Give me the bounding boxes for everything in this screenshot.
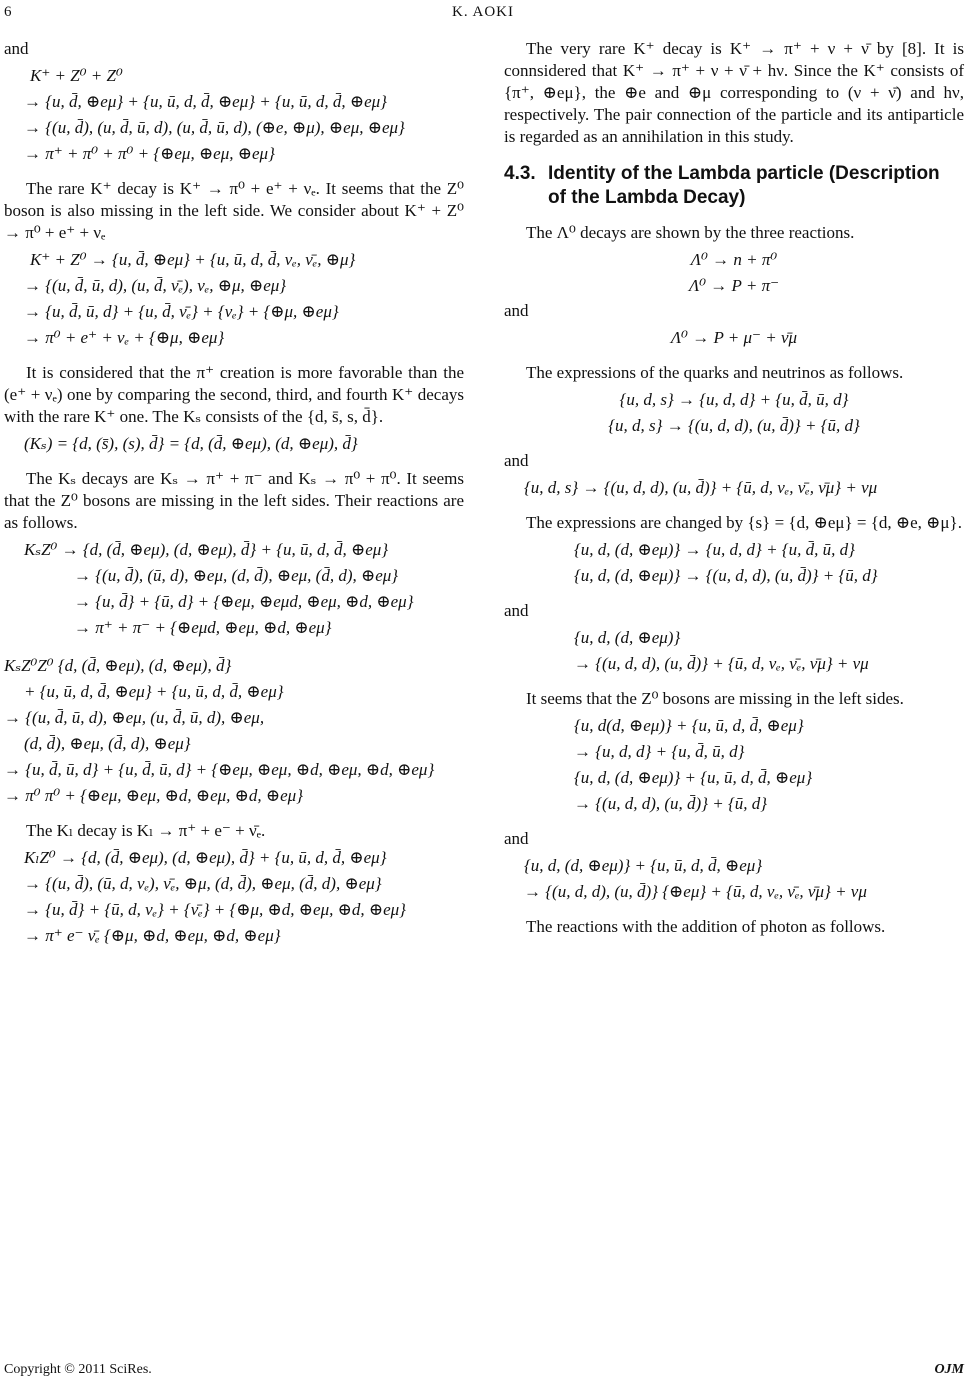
paragraph-ks-decays: The Kₛ decays are Kₛ → π⁺ + π⁻ and Kₛ → π⁰ + π⁰. It seems that the Z⁰ bosons are missing in the left sides. Their reactions are as follows. [4, 469, 464, 532]
equation-line: → π⁺ e⁻ ν̄ₑ {⊕μ, ⊕d, ⊕eμ, ⊕d, ⊕eμ} [24, 926, 281, 945]
equation-line: → {(u, d̄), (ū, d), ⊕eμ, (d, d̄), ⊕eμ, (d̄, d), ⊕eμ} [74, 566, 399, 585]
equation-block-11 [504, 854, 964, 904]
equation-block-2 [4, 248, 464, 350]
text-and: and [504, 601, 529, 620]
paragraph-quark-expressions: The expressions of the quarks and neutrinos as follows. [526, 363, 904, 382]
equation-line: → {u, d̄, ⊕eμ} + {u, ū, d, d̄, ⊕eμ} + {u, ū, d, d̄, ⊕eμ} [24, 92, 387, 111]
equation-line: → π⁺ + π⁰ + π⁰ + {⊕eμ, ⊕eμ, ⊕eμ} [24, 144, 275, 163]
equation-line: → {u, d̄} + {ū, d} + {⊕eμ, ⊕eμd, ⊕eμ, ⊕d, ⊕eμ} [74, 592, 414, 611]
page-footer [4, 1362, 964, 1378]
equation-line: {u, d, s} → {u, d, d} + {u, d̄, ū, d} [619, 390, 849, 409]
paragraph-photon-reactions: The reactions with the addition of photon as follows. [526, 917, 886, 936]
equation-block-4 [4, 654, 464, 808]
text-and: and [504, 451, 529, 470]
left-column [4, 38, 464, 950]
equation-line: → {(u, d, d), (u, d̄)} + {ū, d} [574, 794, 768, 813]
paragraph-kl-decay: The Kₗ decay is Kₗ → π⁺ + e⁻ + ν̄ₑ. [26, 821, 266, 840]
equation-line: → {(u, d̄, ū, d), (u, d̄, ν̄ₑ), νₑ, ⊕μ, ⊕eμ} [24, 276, 287, 295]
equation-block-10 [504, 714, 964, 816]
equation-line: {u, d(d, ⊕eμ)} + {u, ū, d, d̄, ⊕eμ} [574, 716, 804, 735]
running-author: K. AOKI [452, 4, 514, 20]
equation-line: {u, d, (d, ⊕eμ)} → {u, d, d} + {u, d̄, ū, d} [574, 540, 855, 559]
text-and: and [504, 301, 529, 320]
right-column [504, 38, 964, 942]
equation-line: {u, d, (d, ⊕eμ)} [574, 628, 681, 647]
section-number: 4.3. [504, 163, 536, 184]
equation-line: KₛZ⁰ → {d, (d̄, ⊕eμ), (d, ⊕eμ), d̄} + {u, ū, d, d̄, ⊕eμ} [24, 540, 389, 559]
equation-line: KₗZ⁰ → {d, (d̄, ⊕eμ), (d, ⊕eμ), d̄} + {u, ū, d, d̄, ⊕eμ} [24, 848, 387, 867]
equation-line: K⁺ + Z⁰ → {u, d̄, ⊕eμ} + {u, ū, d, d̄, νₑ, ν̄ₑ, ⊕μ} [30, 250, 356, 269]
equation-block-1 [4, 64, 464, 166]
equation-line: → {(u, d̄), (ū, d, νₑ), ν̄ₑ, ⊕μ, (d, d̄), ⊕eμ, (d̄, d), ⊕eμ} [24, 874, 382, 893]
equation-line: → {(u, d, d), (u, d̄)} {⊕eμ} + {ū, d, νₑ, ν̄ₑ, ν̄μ} + νμ [524, 882, 867, 901]
journal-abbreviation: OJM [934, 1362, 964, 1377]
equation-line: → π⁰ + e⁺ + νₑ + {⊕μ, ⊕eμ} [24, 328, 225, 347]
equation-line: K⁺ + Z⁰ + Z⁰ [30, 66, 123, 85]
equation-block-6 [504, 388, 964, 438]
equation-block-5 [4, 846, 464, 948]
equation-line: → π⁺ + π⁻ + {⊕eμd, ⊕eμ, ⊕d, ⊕eμ} [74, 618, 332, 637]
section-title-line-1: Identity of the Lambda particle (Description [548, 163, 940, 184]
equation-line: {u, d, (d, ⊕eμ)} → {(u, d, d), (u, d̄)} + {ū, d} [574, 566, 878, 585]
section-heading [504, 162, 964, 210]
equation-line: KₛZ⁰Z⁰ {d, (d̄, ⊕eμ), (d, ⊕eμ), d̄} [4, 656, 232, 675]
equation-line: → π⁰ π⁰ + {⊕eμ, ⊕eμ, ⊕d, ⊕eμ, ⊕d, ⊕eμ} [4, 786, 304, 805]
equation-line: {u, d, (d, ⊕eμ)} + {u, ū, d, d̄, ⊕eμ} [574, 768, 813, 787]
page-header [0, 4, 966, 26]
paragraph-expressions-changed: The expressions are changed by {s} = {d, ⊕eμ} = {d, ⊕e, ⊕μ}. [526, 513, 962, 532]
equation-line: → {u, d̄, ū, d} + {u, d̄, ν̄ₑ} + {νₑ} + {⊕μ, ⊕eμ} [24, 302, 339, 321]
equation-line: → {u, d̄, ū, d} + {u, d̄, ū, d} + {⊕eμ, ⊕eμ, ⊕d, ⊕eμ, ⊕d, ⊕eμ} [4, 760, 435, 779]
text-and: and [504, 829, 529, 848]
equation-line: → {(u, d̄, ū, d), ⊕eμ, (u, d̄, ū, d), ⊕eμ, [4, 708, 265, 727]
equation-line: {u, d, s} → {(u, d, d), (u, d̄)} + {ū, d} [608, 416, 860, 435]
equation-line: → {u, d, d} + {u, d̄, ū, d} [574, 742, 745, 761]
equation-line: → {(u, d̄), (u, d̄, ū, d), (u, d̄, ū, d), (⊕e, ⊕μ), ⊕eμ, ⊕eμ} [24, 118, 405, 137]
equation-line: {u, d, (d, ⊕eμ)} + {u, ū, d, d̄, ⊕eμ} [524, 856, 763, 875]
equation-lambda-3: Λ⁰ → P + μ⁻ + ν̄μ [670, 328, 798, 347]
equation-block-9 [504, 626, 964, 676]
equation-line: → {(u, d, d), (u, d̄)} + {ū, d, νₑ, ν̄ₑ, ν̄μ} + νμ [574, 654, 869, 673]
text-and: and [4, 39, 29, 58]
paragraph-very-rare-k-decay: The very rare K⁺ decay is K⁺ → π⁺ + ν + ν̄ by [8]. It is connsidered that K⁺ → π⁺ + ν + ν̄ + hν. Since the K⁺ consists of {π⁺, ⊕eμ}, the ⊕e and ⊕μ corresponding to (ν + ν̄) and hν, respectively. The pair connection of the particle and its antiparticle is regarded as an annihilation in this study. [504, 39, 964, 146]
page-number: 6 [4, 4, 12, 20]
equation-line: → {u, d̄} + {ū, d, νₑ} + {ν̄ₑ} + {⊕μ, ⊕d, ⊕eμ, ⊕d, ⊕eμ} [24, 900, 406, 919]
equation-block-7: {u, d, s} → {(u, d, d), (u, d̄)} + {ū, d, νₑ, ν̄ₑ, ν̄μ} + νμ [524, 478, 878, 497]
equation-lambda-2: Λ⁰ → P + π⁻ [688, 276, 780, 295]
paragraph-rare-k-decay: The rare K⁺ decay is K⁺ → π⁰ + e⁺ + νₑ. It seems that the Z⁰ boson is also missing in the left side. We consider about K⁺ + Z⁰ → π⁰ + e⁺ + νₑ [4, 179, 464, 242]
equation-block-8 [504, 538, 964, 588]
equation-ks-composition: (Kₛ) = {d, (s̄), (s), d̄} = {d, (d̄, ⊕eμ), (d, ⊕eμ), d̄} [24, 434, 358, 453]
paragraph-pi-plus-creation: It is considered that the π⁺ creation is more favorable than the (e⁺ + νₑ) one by comparing the second, third, and fourth K⁺ decays with the rare K⁺ one. The Kₛ consists of the {d, s̄, s, d̄}. [4, 363, 464, 426]
equation-line: (d, d̄), ⊕eμ, (d̄, d), ⊕eμ} [24, 734, 191, 753]
equation-line: + {u, ū, d, d̄, ⊕eμ} + {u, ū, d, d̄, ⊕eμ} [24, 682, 284, 701]
copyright-notice: Copyright © 2011 SciRes. [4, 1362, 152, 1377]
equation-block-3 [4, 538, 464, 640]
section-title-line-2: of the Lambda Decay) [548, 187, 746, 208]
paragraph-z-bosons-missing: It seems that the Z⁰ bosons are missing in the left sides. [526, 689, 904, 708]
paragraph-lambda-decays: The Λ⁰ decays are shown by the three reactions. [526, 223, 855, 242]
equation-lambda-1: Λ⁰ → n + π⁰ [690, 250, 778, 269]
